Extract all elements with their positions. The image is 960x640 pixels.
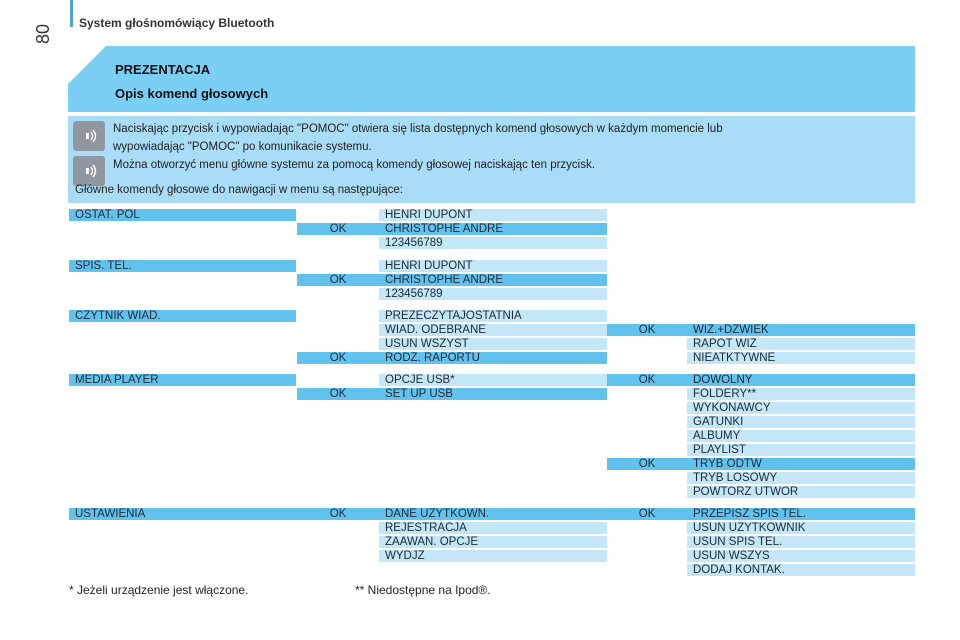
ok-label: OK [607,458,687,470]
menu-item: OPCJE USB* [379,374,607,386]
submenu-item: PLAYLIST [687,444,915,456]
ok-label: OK [297,274,379,286]
ok-label: OK [297,352,379,364]
menu-item: CHRISTOPHE ANDRÉ [379,274,607,286]
submenu-item: WYKONAWCY [687,402,915,414]
ok-label: OK [607,374,687,386]
menu-item: USUN WSZYST [379,338,607,350]
ok-label: OK [297,388,379,400]
submenu-item: USUN UZYTKOWNIK [687,522,915,534]
header-accent-bar [70,0,73,27]
menu-czytnik-wiad: CZYTNIK WIAD. [69,310,296,322]
info-line: Można otworzyć menu główne systemu za pomocą komendy głosowej naciskając ten przycisk. [113,159,595,171]
menu-ustawienia: USTAWIENIA [69,508,297,520]
footnote: * Jeżeli urządzenie jest włączone. [69,583,249,597]
menu-item: HENRI DUPONT [379,260,607,272]
voice-command-icon [73,121,105,151]
menu-item: WIAD. ODEBRANE [379,324,607,336]
menu-item: WYDJZ [379,550,607,562]
page-title: PREZENTACJA [115,62,211,77]
info-line: wypowiadając "POMOC" po komunikacie systemu. [113,141,372,153]
submenu-item: USUN WSZYS [687,550,915,562]
ok-label: OK [297,223,379,235]
info-line: Główne komendy głosowe do nawigacji w menu są następujące: [75,184,403,196]
submenu-item: WIZ.+DZWIEK [687,324,915,336]
submenu-item: RAPOT WIZ [687,338,915,350]
menu-item: SET UP USB [379,388,607,400]
menu-media-player: MEDIA PLAYER [69,374,296,386]
menu-item: 123456789 [379,237,607,249]
menu-item: DANE UZYTKOWN. [379,508,607,520]
submenu-item: TRYB LOSOWY [687,472,915,484]
submenu-item: GATUNKI [687,416,915,428]
submenu-item: ALBUMY [687,430,915,442]
page-number: 80 [33,23,53,44]
menu-item: 123456789 [379,288,607,300]
section-header: System głośnomówiący Bluetooth [79,16,275,30]
submenu-item: TRYB ODTW [687,458,915,470]
footnote: ** Niedostępne na Ipod®. [355,583,491,597]
submenu-item: DOWOLNY [687,374,915,386]
ok-label: OK [607,508,687,520]
ok-label: OK [607,324,687,336]
menu-item: PREZECZYTAJOSTATNIA [379,310,607,322]
submenu-item: USUN SPIS TEL. [687,536,915,548]
submenu-item: FOLDERY** [687,388,915,400]
menu-item: ZAAWAN. OPCJE [379,536,607,548]
menu-ostat-pol: OSTAT. POL [69,209,296,221]
page-subtitle: Opis komend głosowych [115,86,269,101]
info-line: Naciskając przycisk i wypowiadając "POMOC" otwiera się lista dostępnych komend głosowych w każdym momencie lub [113,123,723,135]
submenu-item: POWTORZ UTWOR [687,486,915,498]
menu-item: HENRI DUPONT [379,209,607,221]
ok-label: OK [297,508,379,520]
menu-item: REJESTRACJA [379,522,607,534]
submenu-item: DODAJ KONTAK. [687,564,915,576]
menu-spis-tel: SPIS. TEL. [69,260,296,272]
submenu-item: NIEATKTYWNE [687,352,915,364]
submenu-item: PRZEPISZ SPIS TEL. [687,508,915,520]
menu-item: RODZ. RAPORTU [379,352,607,364]
title-panel [68,46,915,112]
menu-item: CHRISTOPHE ANDRÉ [379,223,607,235]
